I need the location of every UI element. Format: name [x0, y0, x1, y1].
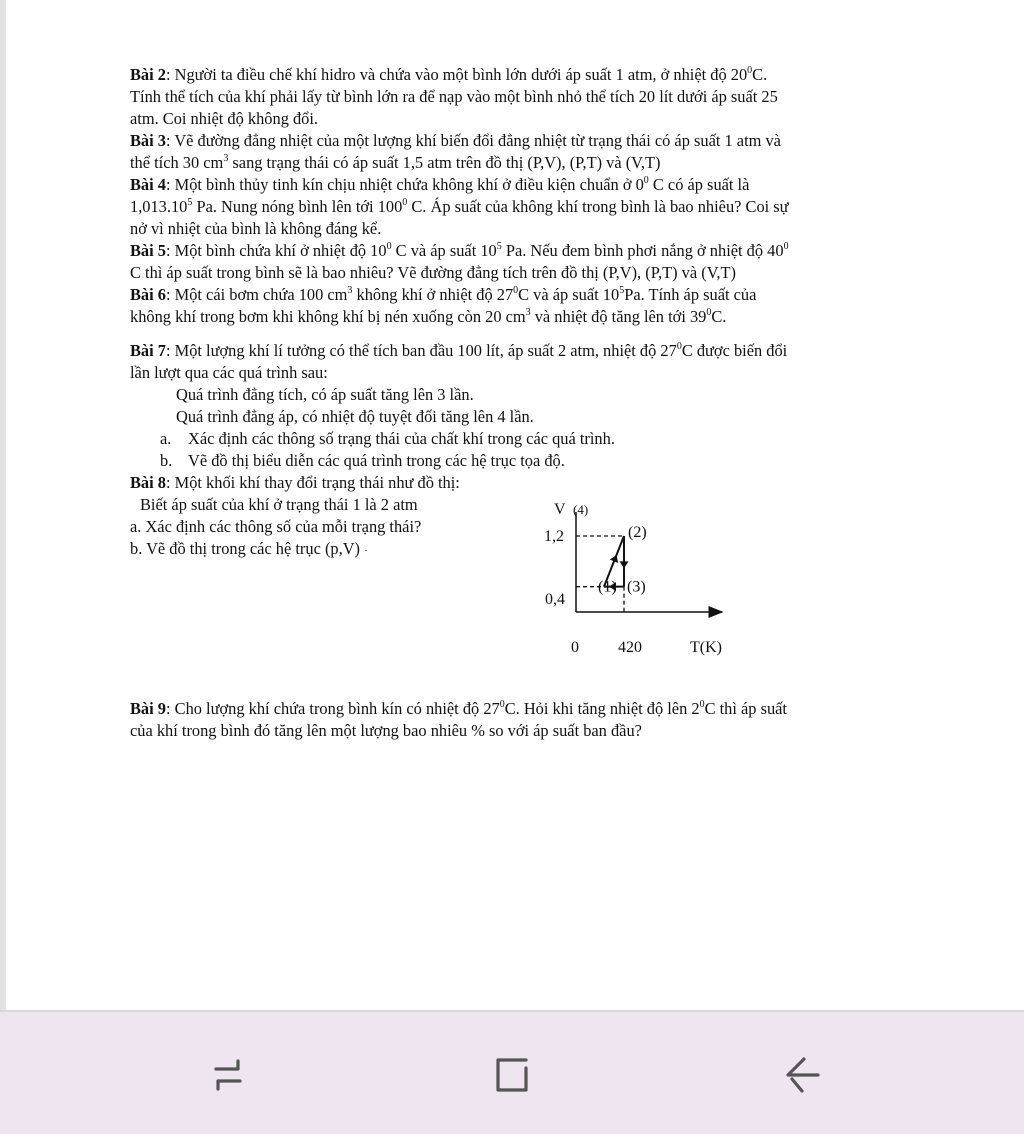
bai2-line2: Tính thể tích của khí phải lấy từ bình lớn ra để nạp vào một bình nhỏ thể tích 20 lít dưới áp suất 25 [130, 87, 778, 106]
bai8-questions [130, 494, 510, 562]
bai4-line1: Bài 4: Một bình thủy tinh kín chịu nhiệt chứa không khí ở điều kiện chuẩn ở $0^0$ C có áp suất là [130, 174, 750, 194]
bai5-line1: Bài 5: Một bình chứa khí ở nhiệt độ $10^0$ C và áp suất $10^5$ Pa. Nếu đem bình phơi nắng ở nhiệt độ $40^0$ [130, 240, 789, 260]
bai2-line3: atm. Coi nhiệt độ không đổi. [130, 109, 319, 128]
bai8-question-a: a. Xác định các thông số của mỗi trạng thái? [130, 517, 422, 536]
bai5-label: Bài 5 [130, 241, 166, 260]
bai4-label: Bài 4 [130, 175, 166, 194]
arrow-2-3 [620, 561, 629, 568]
vt-graph [540, 494, 750, 684]
y-tick-label-1: 1,2 [544, 528, 564, 545]
y-tick-label-2: 0,4 [545, 591, 565, 608]
bai2-line1: Bài 2: Người ta điều chế khí hidro và chứa vào một bình lớn dưới áp suất 1 atm, ở nhiệt độ $20^0C$. [130, 64, 768, 84]
bai8-line1: Bài 8: Một khối khí thay đổi trạng thái như đồ thị: [130, 473, 460, 492]
x-tick-label-0: 0 [571, 639, 579, 656]
x-axis-label: T(K) [690, 639, 722, 656]
bai9-line2: của khí trong bình đó tăng lên một lượng bao nhiêu % so với áp suất ban đầu? [130, 721, 642, 740]
bai8-label: Bài 8 [130, 473, 166, 492]
bai8-question-b: b. Vẽ đồ thị trong các hệ trục (p,V) · [130, 539, 368, 558]
bai8-section [130, 494, 930, 684]
bai9-label: Bài 9 [130, 699, 166, 718]
chart-marks [576, 524, 647, 612]
state-label-2: (2) [628, 524, 647, 541]
document-body [130, 64, 930, 742]
bai7-step2: Quá trình đẳng áp, có nhiệt độ tuyệt đối tăng lên 4 lần. [176, 407, 534, 426]
bai4-line3: nở vì nhiệt của bình là không đáng kể. [130, 219, 382, 238]
bai3-label: Bài 3 [130, 131, 166, 150]
bai9-line1: Bài 9: Cho lượng khí chứa trong bình kín có nhiệt độ $27^0C$. Hỏi khi tăng nhiệt độ lên $2^0C$ thì áp suất [130, 698, 787, 718]
bai7-line2: lần lượt qua các quá trình sau: [130, 363, 328, 382]
bai2-label: Bài 2 [130, 65, 166, 84]
back-icon [776, 1051, 824, 1099]
state-label-1: (1) [598, 578, 617, 596]
home-icon [488, 1051, 536, 1099]
bai7-label: Bài 7 [130, 341, 166, 360]
axis-marker-label: (4) [573, 502, 589, 517]
bai6-line2: không khí trong bơm khi không khí bị nén xuống còn 20 $cm^3$ và nhiệt độ tăng lên tới $39^0C$. [130, 306, 727, 326]
bai8-given: Biết áp suất của khí ở trạng thái 1 là 2 atm [140, 495, 418, 514]
y-axis-label: V [554, 501, 566, 518]
state-label-3: (3) [627, 578, 646, 596]
bai6-line1: Bài 6: Một cái bơm chứa 100 $cm^3$ không khí ở nhiệt độ $27^0C$ và áp suất $10^5Pa$. Tính áp suất của [130, 284, 757, 304]
recents-button[interactable] [198, 1047, 258, 1103]
bai7-item-a: a. Xác định các thông số trạng thái của chất khí trong các quá trình. [160, 429, 615, 448]
bai7-line1: Bài 7: Một lượng khí lí tưởng có thể tích ban đầu 100 lít, áp suất 2 atm, nhiệt độ $27^0C$ được biến đổi [130, 340, 788, 360]
x-tick-label-420: 420 [618, 639, 642, 656]
bai5-line2: C thì áp suất trong bình sẽ là bao nhiêu? Vẽ đường đẳng tích trên đồ thị (P,V), (P,T) và (V,T) [130, 263, 736, 282]
bai7-item-b: b. Vẽ đồ thị biểu diễn các quá trình trong các hệ trục tọa độ. [160, 451, 565, 470]
bai3-line1: Bài 3: Vẽ đường đẳng nhiệt của một lượng khí biến đổi đẳng nhiệt từ trạng thái có áp suất 1 atm và [130, 131, 781, 150]
home-button[interactable] [482, 1047, 542, 1103]
bai6-label: Bài 6 [130, 285, 166, 304]
back-button[interactable] [770, 1047, 830, 1103]
android-navigation-bar [0, 1012, 1024, 1134]
spacer [130, 328, 930, 340]
bai3-line2: thể tích 30 $cm^3$ sang trạng thái có áp suất 1,5 atm trên đồ thị (P,V), (P,T) và (V,T) [130, 152, 661, 172]
recents-icon [204, 1051, 252, 1099]
bai4-line2: 1,013.10$^5$ Pa. Nung nóng bình lên tới $100^0$ C. Áp suất của không khí trong bình là bao nhiêu? Coi sự [130, 196, 789, 216]
bai7-step1: Quá trình đẳng tích, có áp suất tăng lên 3 lần. [176, 385, 474, 404]
